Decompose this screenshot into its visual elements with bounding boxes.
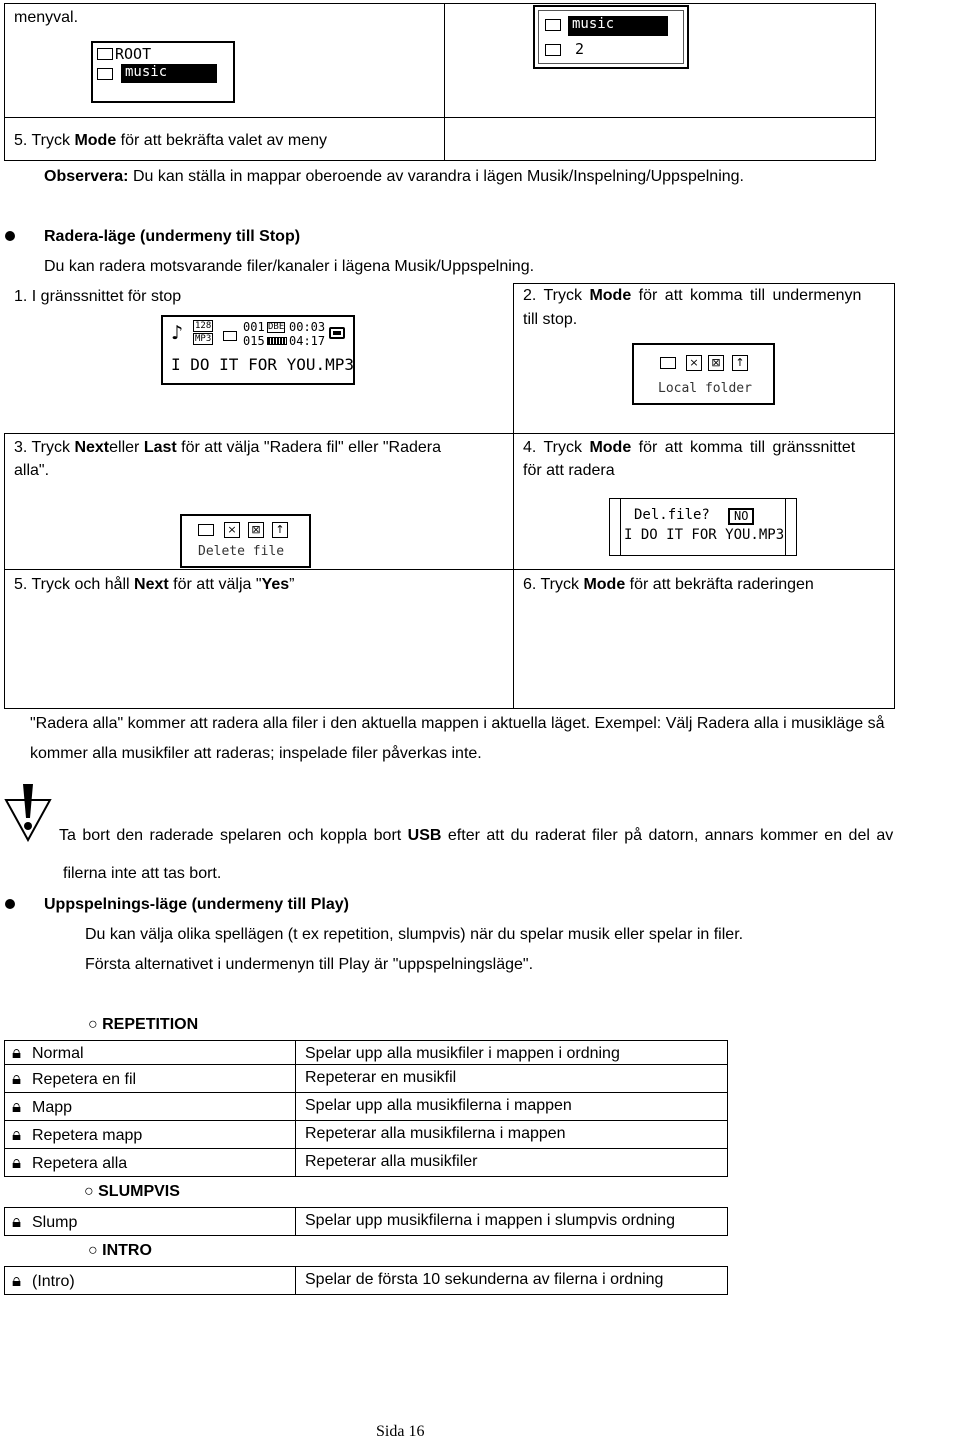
screen-line-music: music (121, 64, 217, 83)
lock-icon: 🔒︎ (12, 1043, 22, 1063)
mode-desc: Repeterar en musikfil (305, 1069, 457, 1086)
mode-desc: Spelar upp alla musikfilerna i mappen (305, 1097, 572, 1114)
mode-desc: Spelar upp musikfilerna i mappen i slumpvis ordning (305, 1212, 675, 1229)
lcd-screen-delete-confirm (609, 498, 797, 556)
mode-desc: Repeterar alla musikfiler (305, 1153, 478, 1170)
eq-label: DBE (268, 322, 285, 332)
lock-icon: 🔒︎ (12, 1153, 22, 1173)
step5-hold-next: 5. Tryck och håll Next för att välja "Yes” (14, 576, 295, 593)
lock-icon: 🔒︎ (12, 1069, 22, 1089)
folder-icon (223, 331, 237, 341)
track-total: 015 (243, 334, 265, 348)
mode-desc: Repeterar alla musikfilerna i mappen (305, 1125, 566, 1142)
play-intro-line2: Första alternativet i undermenyn till Play är "uppspelningsläge". (85, 956, 534, 973)
screen-line-2: 2 (575, 40, 585, 58)
folder-icon (660, 357, 676, 369)
lock-icon: 🔒︎ (12, 1212, 22, 1232)
delete-filename: I DO IT FOR YOU.MP3 (624, 527, 785, 543)
lcd-screen-music (533, 5, 689, 69)
folder-icon (545, 44, 561, 56)
step3-line2: alla". (14, 462, 50, 479)
folder-icon (545, 19, 561, 31)
format-label: MP3 (195, 334, 212, 344)
delete-answer: NO (728, 508, 754, 525)
total-time: 04:17 (289, 334, 326, 348)
folder-icon (97, 48, 113, 60)
bullet (5, 231, 15, 241)
lock-icon: 🔒︎ (12, 1271, 22, 1291)
lcd-screen-stop (161, 315, 355, 385)
section-heading-radera: Radera-läge (undermeny till Stop) (44, 228, 301, 245)
stop-filename: I DO IT FOR YOU.MP3 (171, 355, 355, 374)
step6-confirm-delete: 6. Tryck Mode för att bekräfta raderingen (523, 576, 814, 593)
section-heading-play: Uppspelnings-läge (undermeny till Play) (44, 896, 349, 913)
delete-all-icon: ⊠ (708, 355, 724, 371)
group-slumpvis: ○ SLUMPVIS (84, 1183, 180, 1200)
track-number: 001 (243, 320, 265, 334)
step4-delete-interface: 4. Tryck Mode för att komma till gränssnittet (523, 439, 856, 456)
step2-line2: till stop. (523, 311, 578, 328)
exit-icon: ↑ (732, 355, 748, 371)
mode-desc: Spelar de första 10 sekunderna av filerna i ordning (305, 1271, 664, 1288)
radera-alla-line2: kommer alla musikfiler att raderas; inspelade filer påverkas inte. (30, 745, 482, 762)
delete-file-icon: × (686, 355, 702, 371)
volume-bar (267, 337, 287, 345)
folder-icon (198, 524, 214, 536)
folder-icon (97, 68, 113, 80)
delete-question: Del.file? (634, 507, 710, 523)
music-note-icon: ♪ (171, 322, 184, 344)
group-repetition: ○ REPETITION (88, 1016, 199, 1033)
exit-icon: ↑ (272, 522, 288, 538)
section-intro-radera: Du kan radera motsvarande filer/kanaler i lägena Musik/Uppspelning. (44, 258, 535, 275)
elapsed-time: 00:03 (289, 320, 326, 334)
screen-delete-label: Delete file (198, 544, 285, 559)
note-observera: Observera: Du kan ställa in mappar oberoende av varandra i lägen Musik/Inspelning/Uppspelning. (44, 168, 744, 185)
lock-icon: 🔒︎ (12, 1097, 22, 1117)
lcd-screen-delete-file (180, 514, 311, 568)
step4-line2: för att radera (523, 462, 615, 479)
step1-stop: 1. I gränssnittet för stop (14, 288, 182, 305)
lcd-screen-root (91, 41, 235, 103)
warning-line1: Ta bort den raderade spelaren och koppla bort USB efter att du raderat filer på datorn, annars kommer en del av (59, 827, 894, 844)
warning-line2: filerna inte att tas bort. (63, 865, 222, 882)
play-intro-line1: Du kan välja olika spellägen (t ex repetition, slumpvis) när du spelar musik eller spelar in filer. (85, 926, 744, 943)
step2-submenu: 2. Tryck Mode för att komma till undermenyn (523, 287, 862, 304)
battery-icon (329, 327, 345, 339)
screen-line-root: ROOT (115, 45, 152, 63)
bullet (5, 899, 15, 909)
warning-icon (3, 780, 53, 842)
delete-file-icon: × (224, 522, 240, 538)
delete-all-icon: ⊠ (248, 522, 264, 538)
lock-icon: 🔒︎ (12, 1125, 22, 1145)
screen-line-music: music (568, 16, 668, 36)
mode-desc: Spelar upp alla musikfiler i mappen i ordning (305, 1045, 620, 1062)
screen-local-label: Local folder (658, 381, 752, 396)
lcd-screen-local-folder (632, 343, 775, 405)
step3-select: 3. Tryck Nexteller Last för att välja "Radera fil" eller "Radera (14, 439, 441, 456)
step5-menu-confirm: 5. Tryck Mode för att bekräfta valet av meny (14, 132, 327, 149)
group-intro: ○ INTRO (88, 1242, 152, 1259)
cell-text: menyval. (14, 9, 79, 26)
bitrate-label: 128 (195, 321, 212, 331)
radera-alla-line1: "Radera alla" kommer att radera alla filer i den aktuella mappen i aktuella läget. Exempel: Välj Radera alla i musikläge så (30, 715, 885, 732)
page-number: Sida 16 (376, 1423, 425, 1440)
